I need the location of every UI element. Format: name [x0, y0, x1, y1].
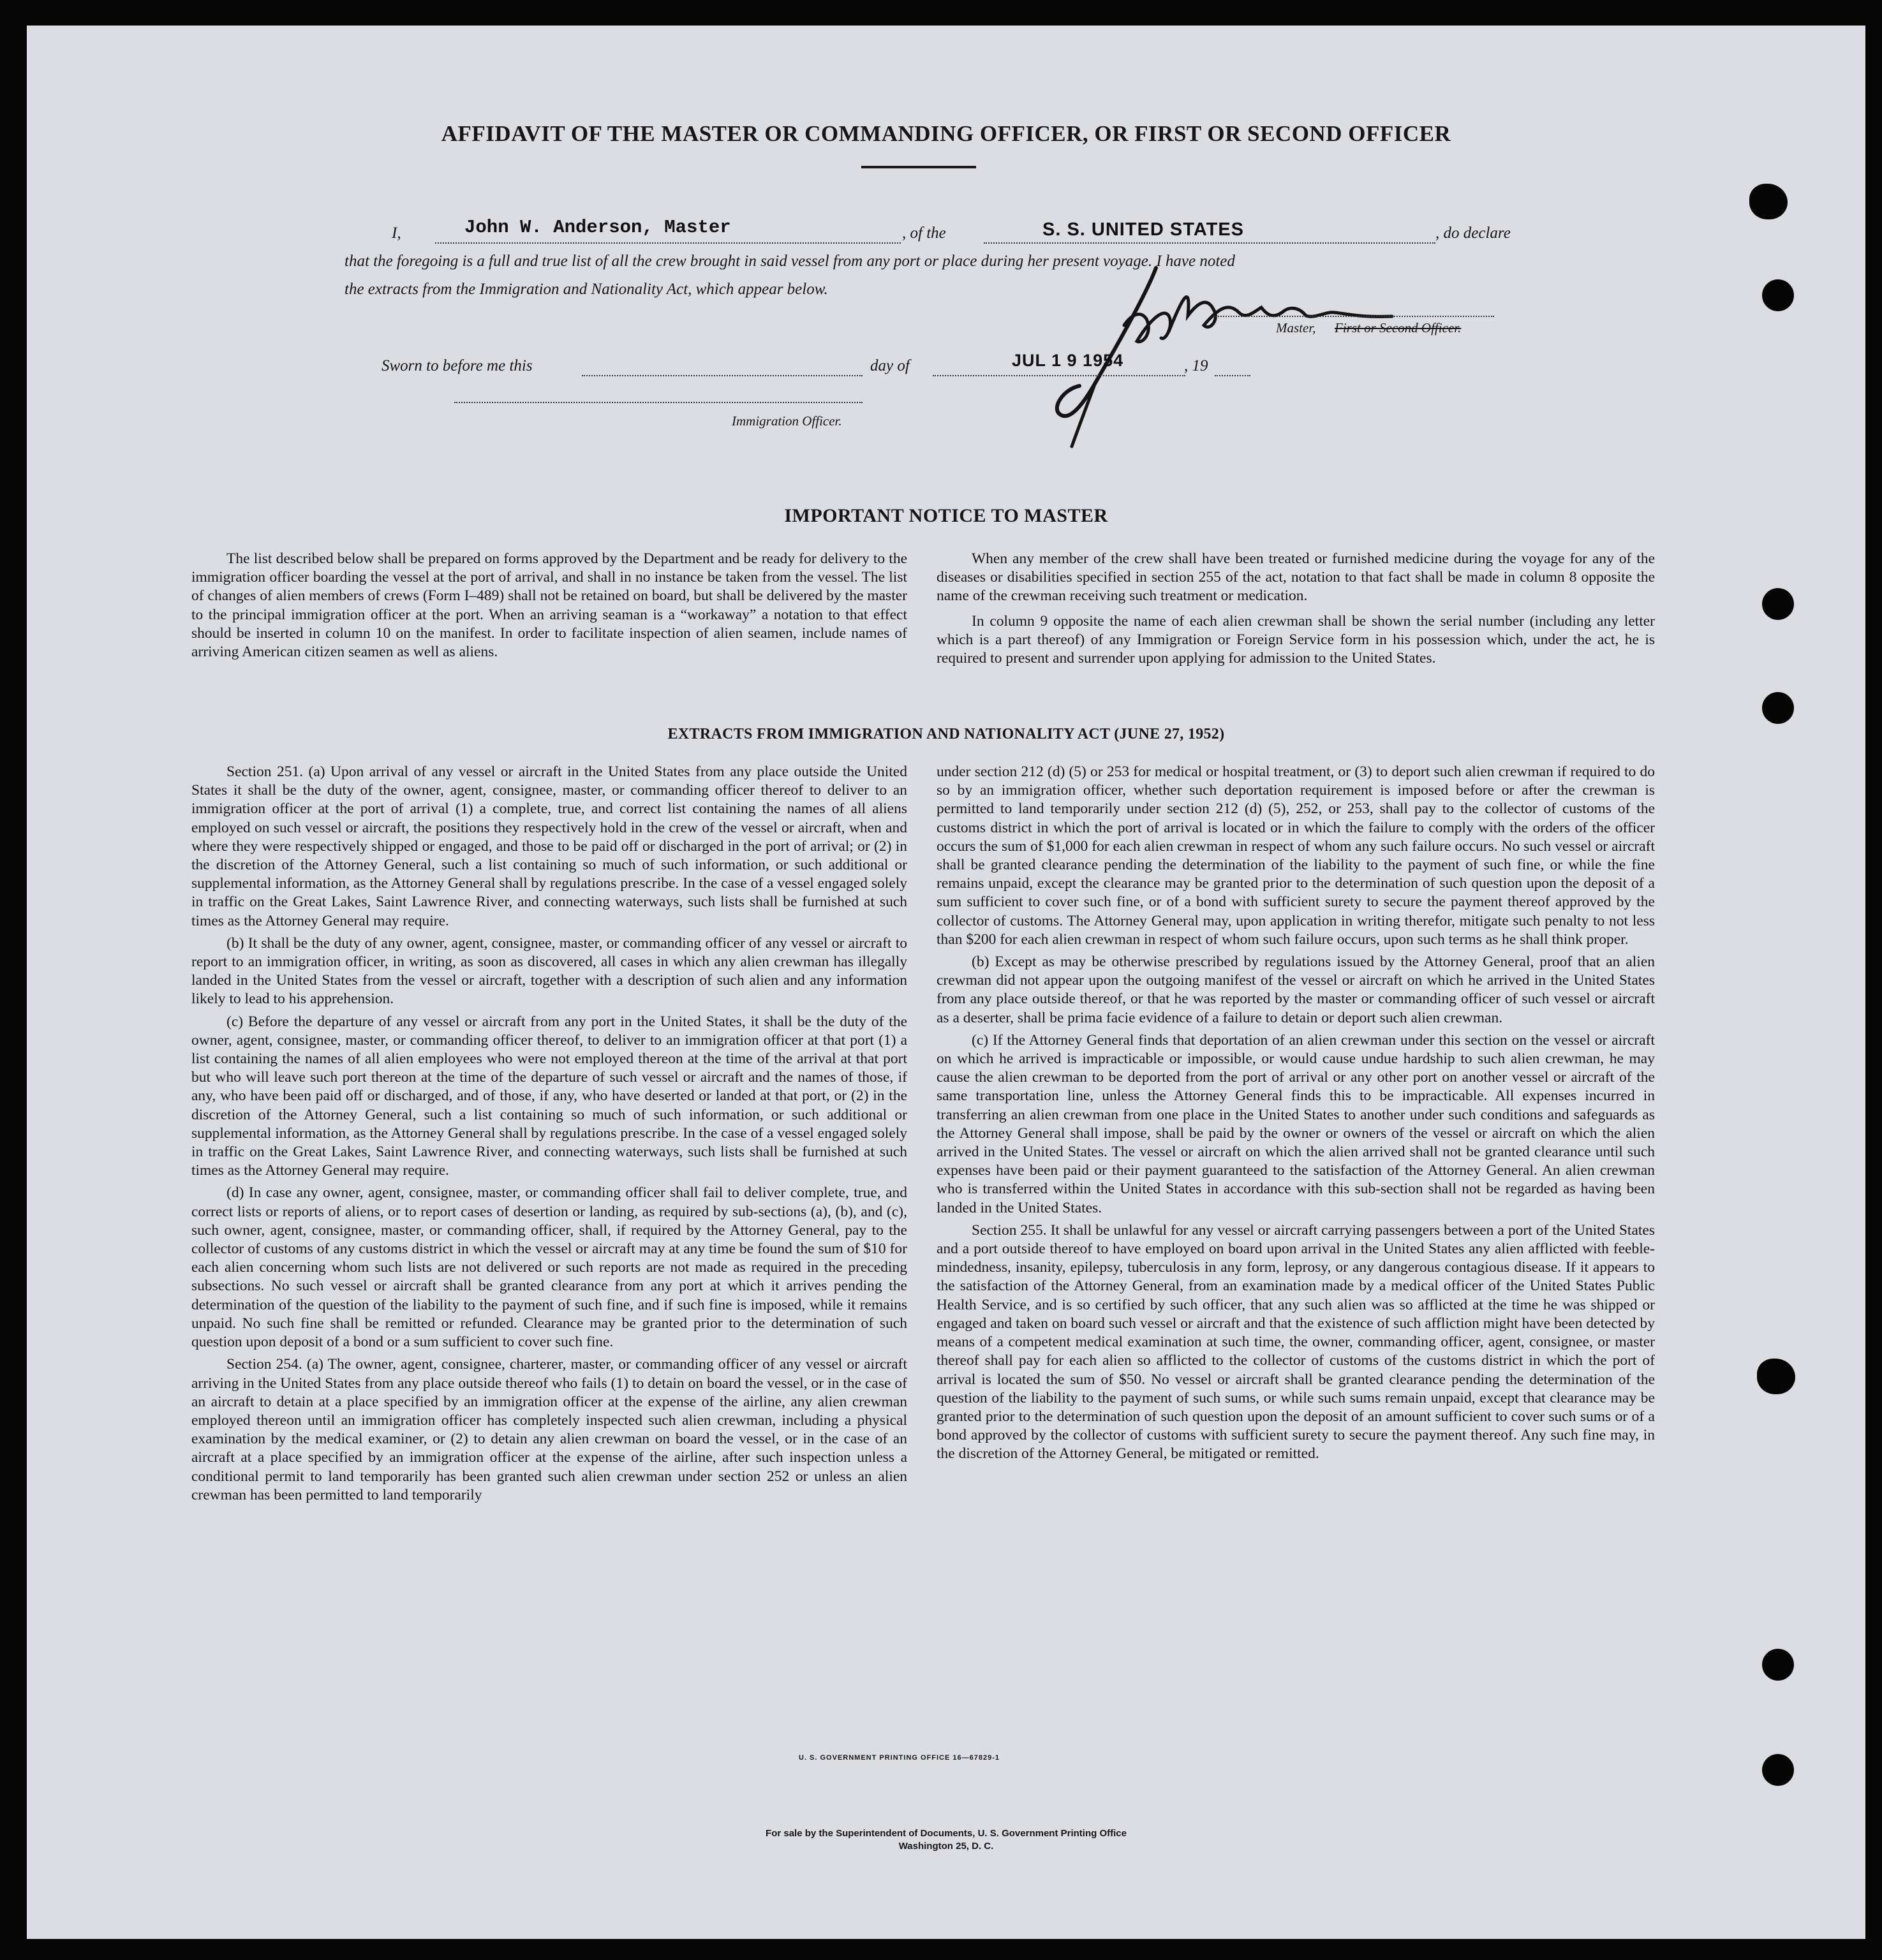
- master-label: Master,: [1276, 320, 1316, 335]
- sale-notice-address: Washington 25, D. C.: [898, 1841, 994, 1852]
- punch-hole: [1762, 588, 1794, 620]
- declaration-statement: that the foregoing is a full and true list of all the crew brought in said vessel from any port or place during her present voyage. I have noted: [345, 253, 1235, 270]
- notice-heading: IMPORTANT NOTICE TO MASTER: [784, 505, 1108, 526]
- immigration-officer-line: [454, 402, 863, 403]
- affidavit-heading: AFFIDAVIT OF THE MASTER OR COMMANDING OFFICER, OR FIRST OR SECOND OFFICER: [441, 121, 1451, 146]
- extract-paragraph: (c) If the Attorney General finds that deportation of an alien crewman under this section on the vessel or aircraft on which he arrived is impracticable or impossible, or would cause undue hardship to such alien crewman, he may cause the alien crewman to be deported from the port of arrival or any other port on another vessel or aircraft of the same transportation line, unless the Attorney General finds this to be impracticable. All expenses incurred in transferring an alien crewman from one place in the United States to another under such conditions and safeguards as the Attorney General shall impose, shall be paid by the owner or owners of the vessel or aircraft on which the alien arrived in the United States. The vessel or aircraft on which the alien arrived shall not be granted clearance until such expenses have been paid or their payment guaranteed to the satisfaction of the Attorney General. An alien crewman who is transferred within the United States in accordance with this sub-section shall not be regarded as having been landed in the United States.: [937, 1031, 1655, 1216]
- punch-hole: [1757, 1359, 1795, 1394]
- sworn-date-stamp: JUL 1 9 1954: [1012, 351, 1124, 370]
- of-the-label: , of the: [902, 225, 946, 242]
- sworn-month-line: [933, 375, 1185, 376]
- punch-hole: [1762, 279, 1794, 311]
- extract-paragraph: Section 251. (a) Upon arrival of any vessel or aircraft in the United States from any place outside the United States it shall be the duty of the owner, agent, consignee, master, or commanding officer thereof to deliver to an immigration officer at the port of arrival (1) a complete, true, and correct list containing the names of all aliens employed on such vessel or aircraft, the positions they respectively hold in the crew of the vessel or aircraft, when and where they were respectively shipped or engaged, and those to be paid off or discharged in the port of arrival; or (2) in the discretion of the Attorney General, such a list containing so much of such information, or such additional or supplemental information, as the Attorney General shall by regulations prescribe. In the case of a vessel engaged solely in traffic on the Great Lakes, Saint Lawrence River, and connecting waterways, such lists shall be furnished at such times as the Attorney General may require.: [191, 763, 907, 929]
- year-line: [1215, 375, 1250, 376]
- name-field-line: [435, 242, 901, 244]
- vessel-name: S. S. UNITED STATES: [1042, 219, 1245, 240]
- do-declare-label: , do declare: [1435, 225, 1511, 242]
- declaration-statement-continued: the extracts from the Immigration and Nationality Act, which appear below.: [345, 281, 828, 298]
- notice-paragraph: The list described below shall be prepared on forms approved by the Department and be ready for delivery to the immigration officer boarding the vessel at the port of arrival, and shall in no instance be taken from the vessel. The list of changes of alien members of crews (Form I–489) shall not be retained on board, but shall be delivered by the master to the principal immigration officer at the port. When an arriving seaman is a “workaway” a notation to that effect should be inserted in column 10 on the manifest. In order to facilitate inspection of alien seamen, include names of arriving American citizen seamen as well as aliens.: [191, 550, 907, 661]
- notice-paragraph: In column 9 opposite the name of each alien crewman shall be shown the serial number (including any letter which is a part thereof) of any Immigration or Foreign Service form in his possession which, under the act, he is required to present and surrender upon applying for admission to the United States.: [937, 612, 1655, 667]
- heading-divider: [861, 166, 976, 168]
- extract-paragraph: Section 255. It shall be unlawful for any vessel or aircraft carrying passengers between a port of the United States and a port outside thereof to have employed on board upon arrival in the United States any alien afflicted with feeble-mindedness, insanity, epilepsy, tuberculosis in any form, leprosy, or any dangerous contagious disease. If it appears to the satisfaction of the Attorney General, from an examination made by a medical officer of the United States Public Health Service, and is so certified by such officer, that any such alien was so afflicted at the time he was shipped or engaged and taken on board such vessel or aircraft and that the existence of such affliction might have been detected by means of a competent medical examination at such time, the owner, commanding officer, agent, consignee, or master thereof shall pay for each alien so afflicted to the collector of customs of the customs district in which the port of arrival is located the sum of $50. No vessel or aircraft shall be granted clearance pending the determination of the question of the liability to the payment of such sums, or while such sums remain unpaid, except that clearance may be granted prior to the determination of such question upon the deposit of an amount sufficient to cover such sums or of a bond approved by the collector of customs with sufficient surety to secure the payment thereof. Any such fine may, in the discretion of the Attorney General, be mitigated or remitted.: [937, 1221, 1655, 1463]
- struck-officer-label: First or Second Officer.: [1335, 320, 1462, 335]
- declaration-prefix: I,: [392, 225, 401, 242]
- extract-paragraph: (b) Except as may be otherwise prescribed by regulations issued by the Attorney General, proof that an alien crewman did not appear upon the outgoing manifest of the vessel or aircraft on which he arrived in the United States from any place outside thereof, or that he was reported by the master or commanding officer of such vessel or aircraft as a deserter, shall be prima facie evidence of a failure to detain or deport such alien crewman.: [937, 954, 1655, 1026]
- sworn-label: Sworn to before me this: [382, 357, 533, 374]
- extract-paragraph: under section 212 (d) (5) or 253 for medical or hospital treatment, or (3) to deport such alien crewman if required to do so by an immigration officer, whether such deportation requirement is imposed before or after the crewman is permitted to land temporarily under section 212 (d) (5), 252, or 253, shall pay to the collector of customs of the customs district in which the port of arrival is located or in which the failure to comply with the orders of the officer occurs the sum of $1,000 for each alien crewman in respect of whom any such failure occurs. No such vessel or aircraft shall be granted clearance pending the determination of the liability to the payment of such fine, or while the fine remains unpaid, except the clearance may be granted prior to the determination of such question upon the deposit of a sum sufficient to cover such fine, or of a bond with sufficient surety to secure the payment thereof approved by the collector of customs. The Attorney General may, upon application in writing therefor, mitigate such penalty to not less than $200 for each alien crewman in respect of whom such failure occurs, upon such terms as he shall think proper.: [937, 763, 1655, 948]
- notice-right-column: [937, 550, 1655, 669]
- immigration-officer-label: Immigration Officer.: [732, 413, 842, 429]
- sale-notice-line: For sale by the Superintendent of Documents, U. S. Government Printing Office: [766, 1828, 1127, 1839]
- sworn-day-line: [582, 375, 863, 376]
- extract-paragraph: Section 254. (a) The owner, agent, consignee, charterer, master, or commanding officer of any vessel or aircraft arriving in the United States from any place outside thereof who fails (1) to detain on board the vessel, or in the case of an aircraft to detain at a place specified by an immigration officer at the expense of the airline, any alien crewman employed thereon until an immigration officer has completely inspected such alien crewman, including a physical examination by the medical examiner, or (2) to detain any alien crewman on board the vessel, or in the case of an aircraft at a place specified by an immigration officer at the expense of the airline, after such inspection unless a conditional permit to land temporarily has been granted such alien crewman under section 252 or unless an alien crewman has been permitted to land temporarily: [191, 1356, 907, 1503]
- punch-hole: [1749, 184, 1788, 219]
- printing-office-code: U. S. GOVERNMENT PRINTING OFFICE 16—67829-1: [799, 1754, 1000, 1762]
- document-page: [27, 26, 1865, 1939]
- vessel-field-line: [984, 242, 1435, 244]
- punch-hole: [1762, 1754, 1794, 1786]
- extracts-heading: EXTRACTS FROM IMMIGRATION AND NATIONALITY ACT (JUNE 27, 1952): [667, 726, 1225, 742]
- notice-paragraph: When any member of the crew shall have been treated or furnished medicine during the voyage for any of the diseases or disabilities specified in section 255 of the act, notation to that fact shall be made in column 8 opposite the name of the crewman receiving such treatment or medication.: [937, 550, 1655, 605]
- year-prefix: , 19: [1184, 357, 1208, 374]
- extract-paragraph: (d) In case any owner, agent, consignee, master, or commanding officer shall fail to deliver complete, true, and correct lists or reports of aliens, or to report cases of desertion or landing, as required by sub-sections (a), (b), and (c), such owner, agent, consignee, master, or commanding officer, shall, if required by the Attorney General, pay to the collector of customs of any customs district in which the vessel or aircraft may at any time be found the sum of $10 for each alien concerning whom such lists are not delivered or such reports are not made as required in the preceding subsections. No such vessel or aircraft shall be granted clearance from any port at which it arrives pending the determination of the question of the liability to the payment of such fine, and if such fine is imposed, while it remains unpaid. No such fine shall be remitted or refunded. Clearance may be granted prior to the determination of such question upon deposit of a bond or a sum sufficient to cover such fine.: [191, 1184, 907, 1351]
- extracts-left-column: [191, 763, 907, 1506]
- punch-hole: [1762, 1649, 1794, 1681]
- day-of-label: day of: [870, 357, 910, 374]
- signature-line: [1213, 316, 1494, 317]
- master-name: John W. Anderson, Master: [464, 217, 731, 238]
- sale-notice: [27, 1827, 1865, 1853]
- extracts-right-column: [937, 763, 1655, 1465]
- notice-left-column: [191, 550, 907, 663]
- extract-paragraph: (c) Before the departure of any vessel or aircraft from any port in the United States, it shall be the duty of the owner, agent, consignee, master, or commanding officer thereof, to deliver to an immigration officer at that port (1) a list containing the names of all alien employees who were not employed thereon at the time of the arrival at that port but who will leave such port thereon at the time of the departure of such vessel or aircraft and the names of those, if any, who have been paid off or discharged, and of those, if any, who have deserted or landed at that port, or (2) in the discretion of the Attorney General, such a list containing so much of such information, or such additional or supplemental information, as the Attorney General shall by regulations prescribe. In the case of a vessel engaged solely in traffic on the Great Lakes, Saint Lawrence River, and connecting waterways, such lists shall be furnished at such times as the Attorney General may require.: [191, 1013, 907, 1179]
- extract-paragraph: (b) It shall be the duty of any owner, agent, consignee, master, or commanding officer of any vessel or aircraft to report to an immigration officer, in writing, as soon as discovered, all cases in which any alien crewman has illegally landed in the United States from the vessel or aircraft, together with a description of such alien and any information likely to lead to his apprehension.: [191, 934, 907, 1008]
- punch-hole: [1762, 692, 1794, 724]
